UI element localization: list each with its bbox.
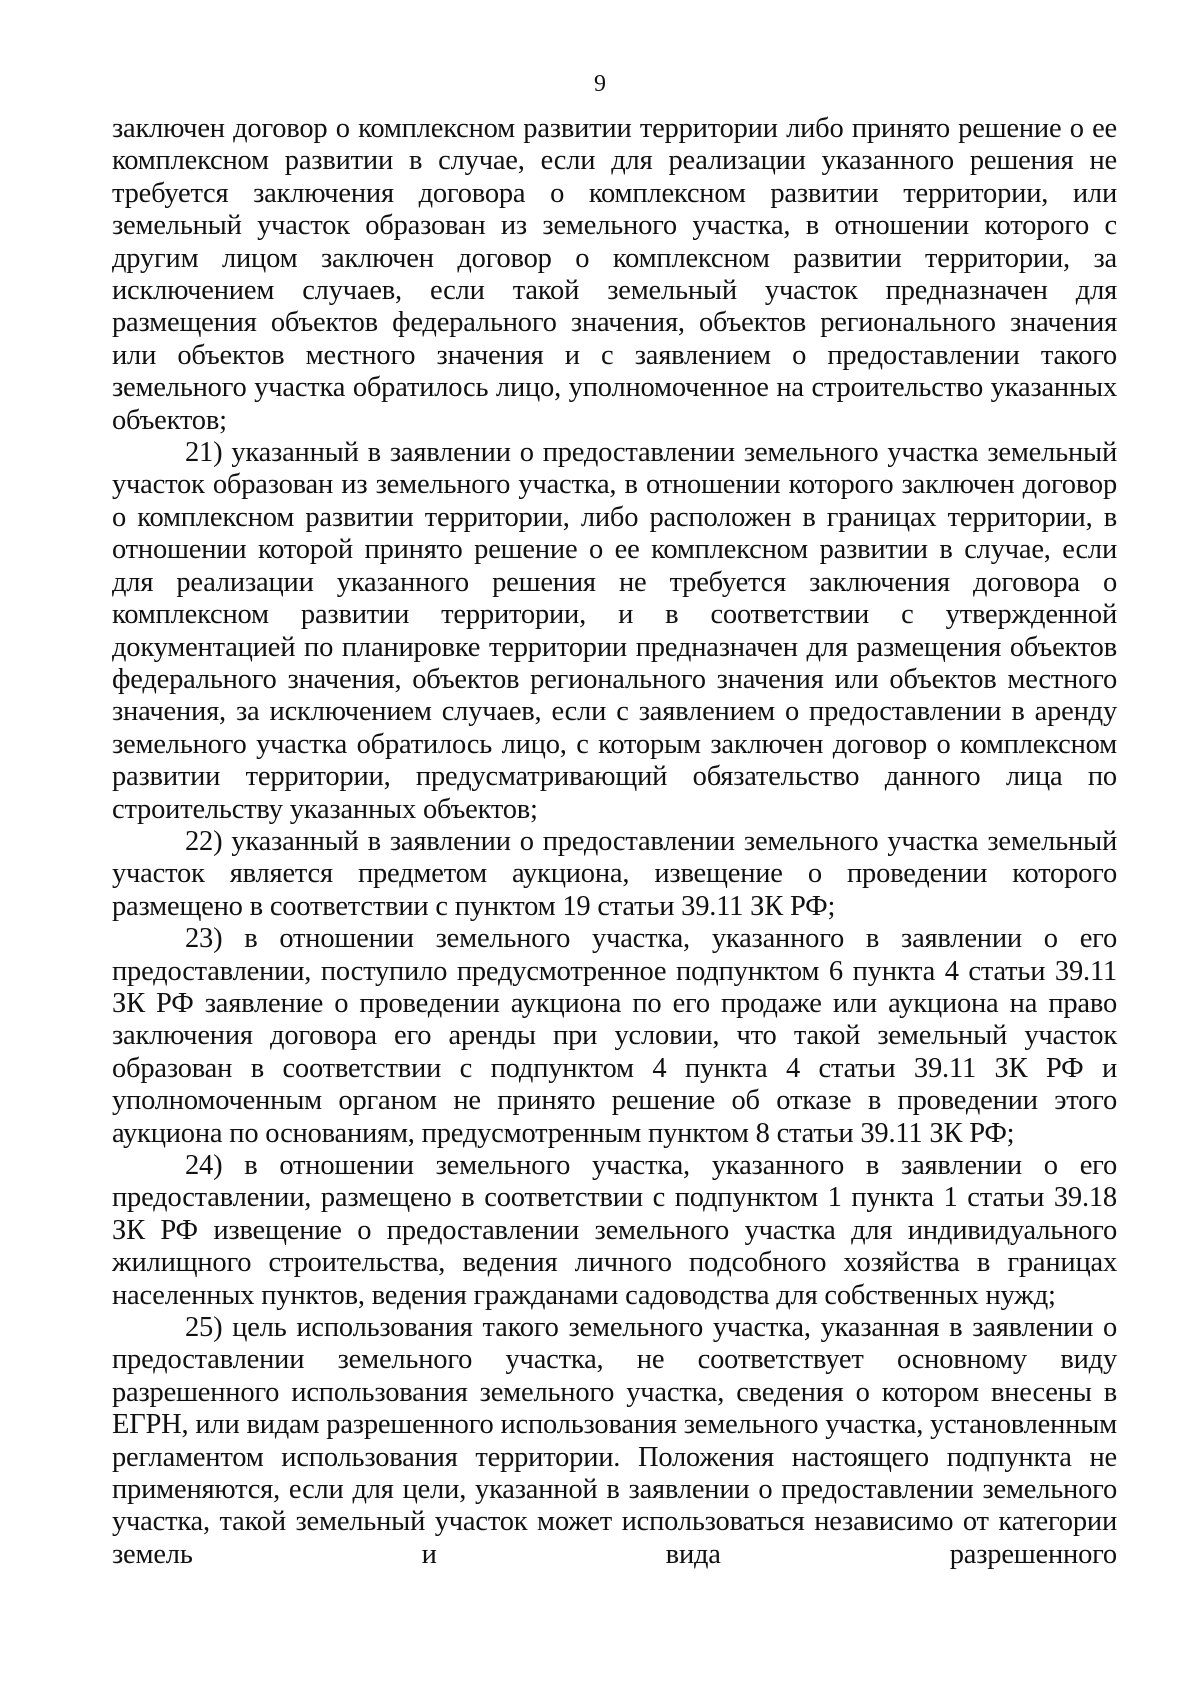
paragraph-item-25: 25) цель использования такого земельного участка, указанная в заявлении о предоставлении земельного участка, не соответствует основному виду разрешенного использования земельного участка, сведения о котором внесены в ЕГРН, или видам разрешенного использования земельного участка, установленным регламентом использования территории. Положения настоящего подпункта не применяются, если для цели, указанной в заявлении о предоставлении земельного участка, такой земельный участок может использоваться независимо от категории земель и вида разрешенного	[112, 1312, 1117, 1570]
paragraph-item-21: 21) указанный в заявлении о предоставлении земельного участка земельный участок образован из земельного участка, в отношении которого заключен договор о комплексном развитии территории, либо расположен в границах территории, в отношении которой принято решение о ее комплексном развитии в случае, если для реализации указанного решения не требуется заключения договора о комплексном развитии территории, и в соответствии с утвержденной документацией по планировке территории предназначен для размещения объектов федерального значения, объектов регионального значения или объектов местного значения, за исключением случаев, если с заявлением о предоставлении в аренду земельного участка обратилось лицо, с которым заключен договор о комплексном развитии территории, предусматривающий обязательство данного лица по строительству указанных объектов;	[112, 437, 1117, 825]
paragraph-item-24: 24) в отношении земельного участка, указанного в заявлении о его предоставлении, размещено в соответствии с подпунктом 1 пункта 1 статьи 39.18 ЗК РФ извещение о предоставлении земельного участка для индивидуального жилищного строительства, ведения личного подсобного хозяйства в границах населенных пунктов, ведения гражданами садоводства для собственных нужд;	[112, 1150, 1117, 1311]
paragraph-item-22: 22) указанный в заявлении о предоставлении земельного участка земельный участок является предметом аукциона, извещение о проведении которого размещено в соответствии с пунктом 19 статьи 39.11 ЗК РФ;	[112, 825, 1117, 922]
paragraph-item-23: 23) в отношении земельного участка, указанного в заявлении о его предоставлении, поступило предусмотренное подпунктом 6 пункта 4 статьи 39.11 ЗК РФ заявление о проведении аукциона по его продаже или аукциона на право заключения договора его аренды при условии, что такой земельный участок образован в соответствии с подпунктом 4 пункта 4 статьи 39.11 ЗК РФ и уполномоченным органом не принято решение об отказе в проведении этого аукциона по основаниям, предусмотренным пунктом 8 статьи 39.11 ЗК РФ;	[112, 923, 1117, 1149]
page-number: 9	[594, 71, 606, 97]
document-body	[112, 113, 1117, 1571]
paragraph-continuation: заключен договор о комплексном развитии территории либо принято решение о ее комплексном развитии в случае, если для реализации указанного решения не требуется заключения договора о комплексном развитии территории, или земельный участок образован из земельного участка, в отношении которого с другим лицом заключен договор о комплексном развитии территории, за исключением случаев, если такой земельный участок предназначен для размещения объектов федерального значения, объектов регионального значения или объектов местного значения и с заявлением о предоставлении такого земельного участка обратилось лицо, уполномоченное на строительство указанных объектов;	[112, 113, 1117, 436]
